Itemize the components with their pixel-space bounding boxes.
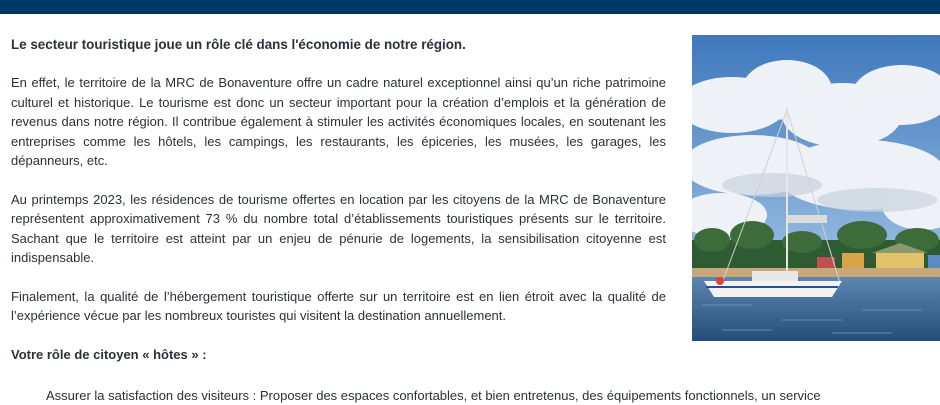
sailboat-illustration (692, 35, 940, 341)
paragraph-statistics: Au printemps 2023, les résidences de tourisme offertes en location par les citoyens de la MRC de Bonaventure représentent approximativement 73 % du nombre total d’établissements touristiques présents sur le territoire. Sachant que le territoire est atteint par un enjeu de pénurie de logements, la sensibilisation citoyenne est indispensable. (11, 191, 666, 265)
article-heading: Le secteur touristique joue un rôle clé dans l'économie de notre région. (11, 37, 466, 52)
beach (692, 268, 940, 278)
sailboat-photo (692, 35, 940, 341)
paragraph-conclusion: Finalement, la qualité de l’hébergement touristique offerte sur un territoire est en lien étroit avec la qualité de l’expérience vécue par les nombreux touristes qui visitent la destination annuellement. (11, 288, 666, 323)
article-content (11, 36, 666, 364)
citizen-role-subheading: Votre rôle de citoyen « hôtes » : (11, 346, 207, 362)
paragraph-intro: En effet, le territoire de la MRC de Bonaventure offre un cadre naturel exceptionnel ainsi qu’un riche patrimoine culturel et historique. Le tourisme est donc un secteur important pour la création d’emplois et la génération de revenus dans notre région. Il contribue également à stimuler les activités économiques locales, en soutenant les entreprises comme les hôtels, les campings, les restaurants, les épiceries, les musées, les garages, les dépanneurs, etc. (11, 75, 666, 168)
bullet-item-visitor-satisfaction: Assurer la satisfaction des visiteurs : Proposer des espaces confortables, et bien entretenus, des équipements fonctionnels, un service (46, 386, 940, 405)
top-navigation-bar (0, 0, 940, 14)
